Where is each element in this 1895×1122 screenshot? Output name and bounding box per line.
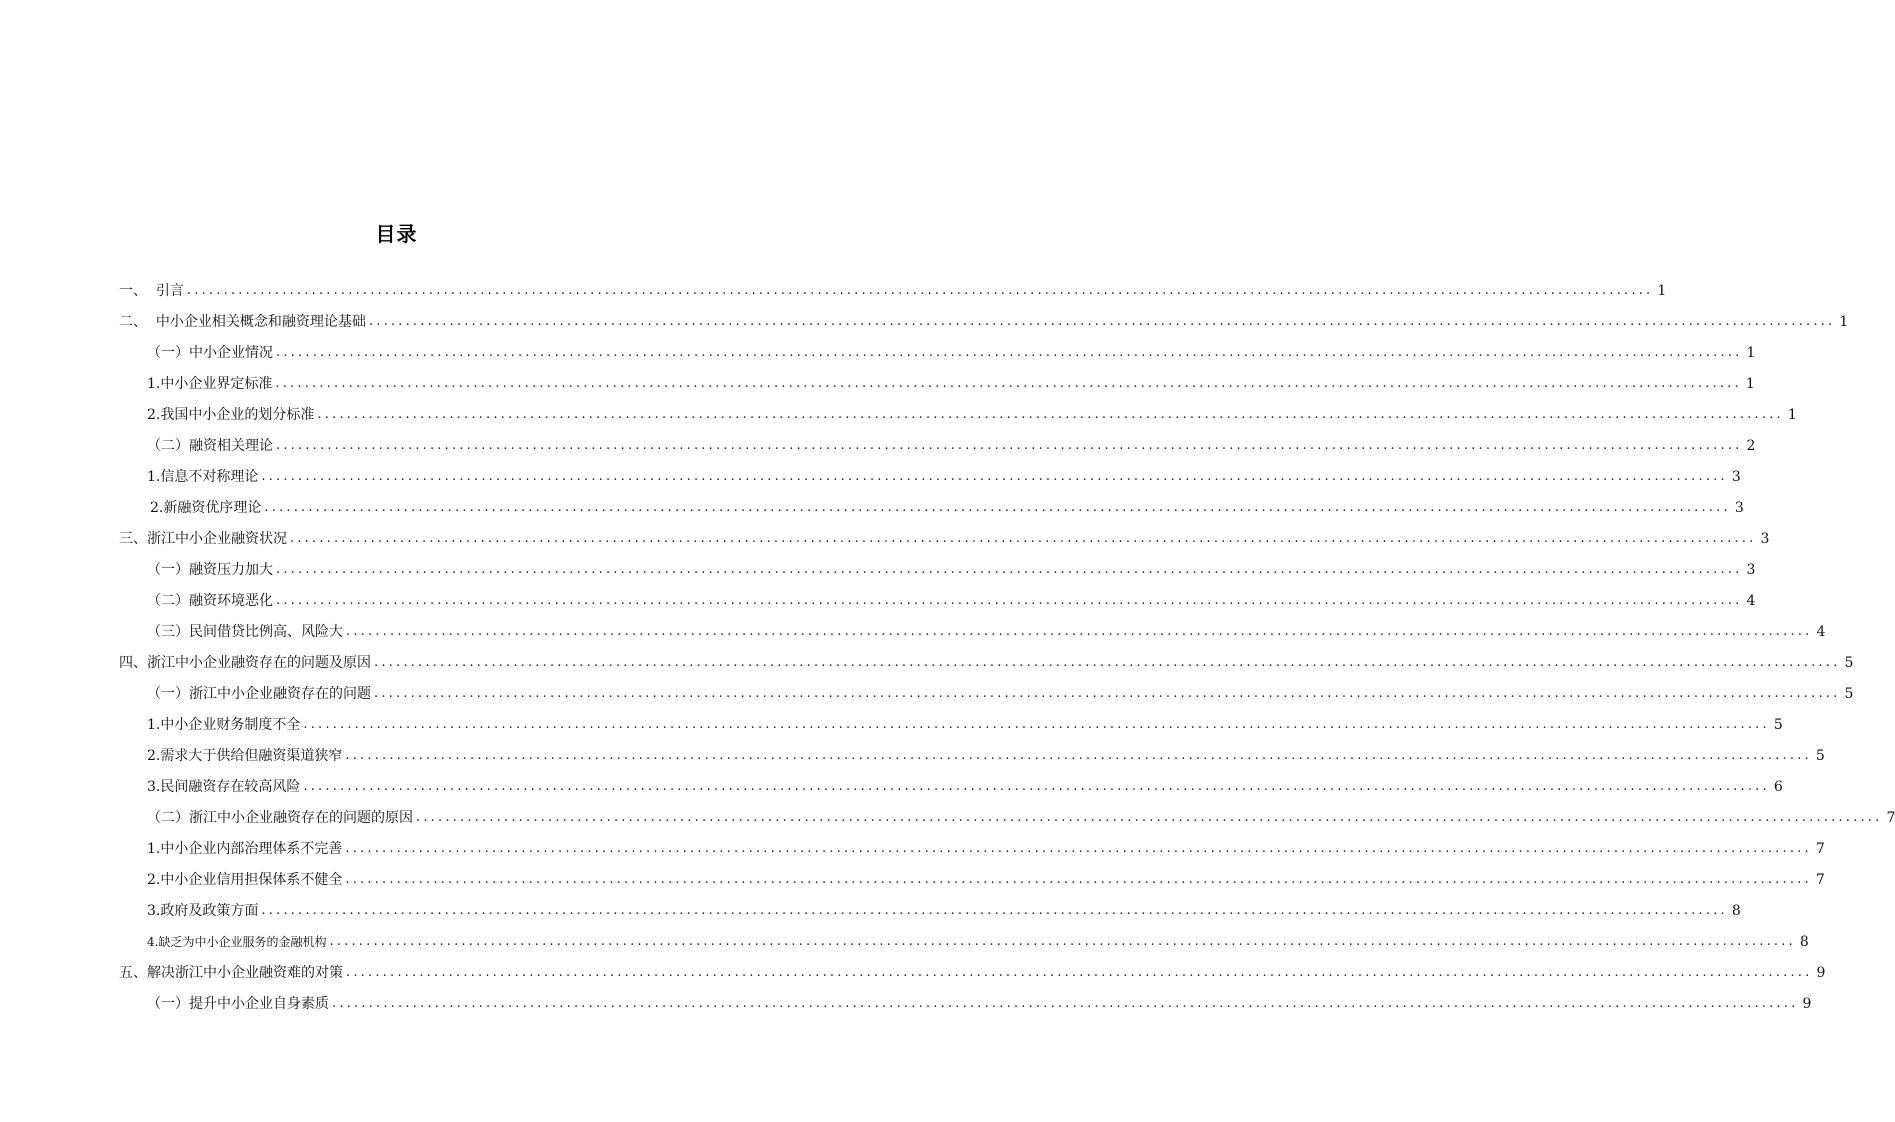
toc-entry[interactable] <box>147 773 1783 797</box>
toc-leader-dots: ........................................................................................................................................................................................................ <box>346 965 1813 980</box>
toc-entry-label: 四、浙江中小企业融资存在的问题及原因 <box>119 655 371 671</box>
toc-entry-label: 2.中小企业信用担保体系不健全 <box>147 872 343 888</box>
toc-entry[interactable] <box>147 587 1756 611</box>
toc-entry-page: 8 <box>1799 934 1809 950</box>
toc-entry-page: 8 <box>1731 903 1741 919</box>
toc-entry[interactable] <box>147 339 1756 363</box>
toc-entry-label: （一）浙江中小企业融资存在的问题 <box>147 686 371 702</box>
toc-leader-dots: ........................................................................................................................................................................................................ <box>345 841 1812 856</box>
toc-entry[interactable] <box>147 897 1741 921</box>
toc-entry-label: 1.中小企业界定标准 <box>147 376 273 392</box>
toc-entry-label: 三、浙江中小企业融资状况 <box>119 531 287 547</box>
toc-entry-label: 3.政府及政策方面 <box>147 903 259 919</box>
toc-entry-label: （二）融资环境恶化 <box>147 593 273 609</box>
toc-leader-dots: ........................................................................................................................................................................................................ <box>276 593 1743 608</box>
toc-leader-dots: ........................................................................................................................................................................................................ <box>345 872 1812 887</box>
toc-leader-dots: ........................................................................................................................................................................................................ <box>332 996 1799 1011</box>
toc-entry-page: 1 <box>1746 345 1756 361</box>
toc-entry-label: 1.中小企业财务制度不全 <box>147 717 301 733</box>
toc-entry-page: 6 <box>1773 779 1783 795</box>
toc-entry-page: 9 <box>1816 965 1826 981</box>
toc-leader-dots: ........................................................................................................................................................................................................ <box>261 903 1728 918</box>
toc-entry[interactable] <box>147 556 1756 580</box>
toc-leader-dots: ........................................................................................................................................................................................................ <box>264 500 1731 515</box>
toc-entry-label: 二、 中小企业相关概念和融资理论基础 <box>119 314 366 330</box>
toc-leader-dots: ........................................................................................................................................................................................................ <box>276 562 1743 577</box>
toc-entry[interactable] <box>147 618 1826 642</box>
toc-leader-dots: ........................................................................................................................................................................................................ <box>329 934 1796 949</box>
toc-entry-page: 9 <box>1802 996 1812 1012</box>
toc-entry-label: 一、 引言 <box>119 283 184 299</box>
toc-entry[interactable] <box>150 494 1744 518</box>
toc-entry-label: （二）浙江中小企业融资存在的问题的原因 <box>147 810 413 826</box>
toc-entry-label: （一）融资压力加大 <box>147 562 273 578</box>
toc-leader-dots: ........................................................................................................................................................................................................ <box>303 779 1770 794</box>
toc-entry[interactable] <box>147 370 1755 394</box>
toc-leader-dots: ........................................................................................................................................................................................................ <box>346 624 1813 639</box>
toc-entry-label: （二）融资相关理论 <box>147 438 273 454</box>
page-title: 目录 <box>375 222 418 246</box>
toc-leader-dots: ........................................................................................................................................................................................................ <box>276 345 1743 360</box>
toc-leader-dots: ........................................................................................................................................................................................................ <box>275 376 1742 391</box>
toc-leader-dots: ........................................................................................................................................................................................................ <box>368 314 1836 329</box>
toc-entry-page: 4 <box>1746 593 1756 609</box>
toc-entry-page: 7 <box>1886 810 1895 826</box>
toc-entry-label: 1.信息不对称理论 <box>147 469 259 485</box>
toc-entry-label: 4.缺乏为中小企业服务的金融机构 <box>147 935 327 949</box>
toc-entry-page: 3 <box>1731 469 1741 485</box>
toc-leader-dots: ........................................................................................................................................................................................................ <box>276 438 1743 453</box>
toc-entry[interactable] <box>147 711 1783 735</box>
toc-entry-page: 1 <box>1657 283 1667 299</box>
toc-entry-label: 五、解决浙江中小企业融资难的对策 <box>119 965 343 981</box>
toc-entry[interactable] <box>147 742 1825 766</box>
toc-entry-page: 3 <box>1760 531 1770 547</box>
toc-entry[interactable] <box>147 835 1825 859</box>
toc-leader-dots: ........................................................................................................................................................................................................ <box>416 810 1883 825</box>
toc-leader-dots: ........................................................................................................................................................................................................ <box>186 283 1654 298</box>
toc-entry-page: 3 <box>1746 562 1756 578</box>
toc-entry-page: 1 <box>1745 376 1755 392</box>
toc-entry-page: 5 <box>1844 655 1854 671</box>
toc-entry-page: 7 <box>1815 872 1825 888</box>
toc-entry-page: 5 <box>1773 717 1783 733</box>
toc-entry-page: 3 <box>1734 500 1744 516</box>
toc-leader-dots: ........................................................................................................................................................................................................ <box>290 531 1757 546</box>
toc-entry[interactable] <box>147 866 1825 890</box>
toc-entry[interactable] <box>119 277 1667 301</box>
toc-leader-dots: ........................................................................................................................................................................................................ <box>261 469 1728 484</box>
toc-entry-page: 2 <box>1746 438 1756 454</box>
toc-entry-label: 3.民间融资存在较高风险 <box>147 779 301 795</box>
toc-leader-dots: ........................................................................................................................................................................................................ <box>374 655 1841 670</box>
toc-entry[interactable] <box>119 525 1770 549</box>
toc-entry-label: 2.我国中小企业的划分标准 <box>147 407 315 423</box>
toc-entry-label: （三）民间借贷比例高、风险大 <box>147 624 343 640</box>
toc-entry[interactable] <box>147 804 1895 828</box>
toc-entry[interactable] <box>147 990 1812 1014</box>
toc-entry[interactable] <box>147 463 1741 487</box>
toc-leader-dots: ........................................................................................................................................................................................................ <box>345 748 1812 763</box>
toc-entry-label: 2.新融资优序理论 <box>150 500 262 516</box>
toc-entry-page: 4 <box>1816 624 1826 640</box>
toc-entry-page: 7 <box>1815 841 1825 857</box>
toc-entry-label: 1.中小企业内部治理体系不完善 <box>147 841 343 857</box>
toc-entry-label: 2.需求大于供给但融资渠道狭窄 <box>147 748 343 764</box>
toc-entry[interactable] <box>119 308 1849 332</box>
toc-entry[interactable] <box>147 401 1797 425</box>
toc-entry[interactable] <box>147 432 1756 456</box>
toc-entry-label: （一）提升中小企业自身素质 <box>147 996 329 1012</box>
toc-entry[interactable] <box>147 680 1854 704</box>
toc-entry[interactable] <box>119 959 1826 983</box>
toc-leader-dots: ........................................................................................................................................................................................................ <box>303 717 1770 732</box>
toc-entry-page: 1 <box>1839 314 1849 330</box>
toc-entry-label: （一）中小企业情况 <box>147 345 273 361</box>
toc-leader-dots: ........................................................................................................................................................................................................ <box>317 407 1784 422</box>
toc-entry-page: 5 <box>1815 748 1825 764</box>
toc-entry-page: 5 <box>1844 686 1854 702</box>
toc-leader-dots: ........................................................................................................................................................................................................ <box>374 686 1841 701</box>
toc-entry[interactable] <box>119 649 1854 673</box>
toc-entry-page: 1 <box>1787 407 1797 423</box>
toc-entry[interactable] <box>147 928 1809 952</box>
